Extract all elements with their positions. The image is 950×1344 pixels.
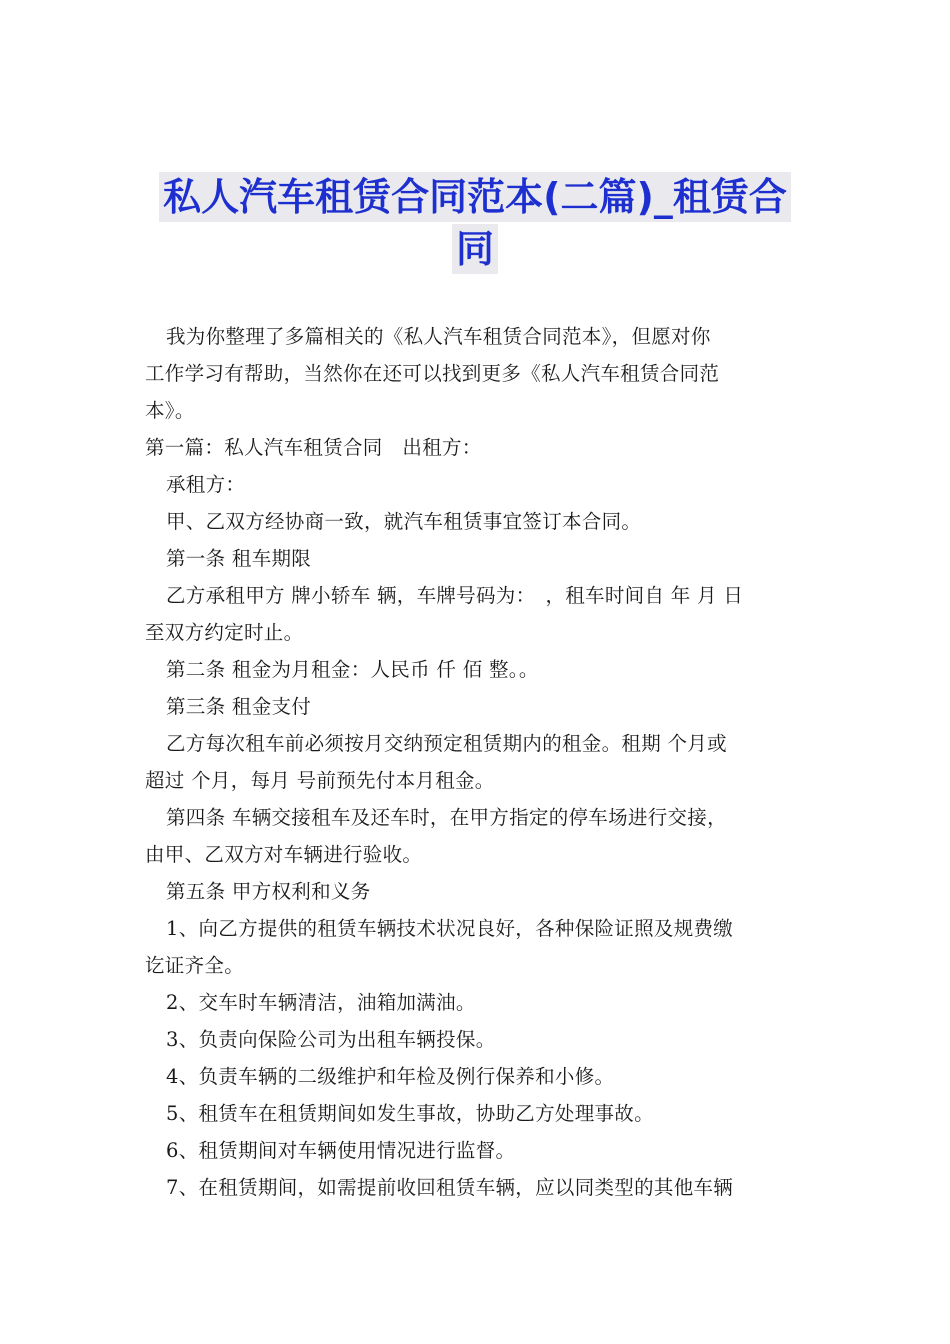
paragraph — [145, 688, 807, 725]
paragraph — [145, 577, 807, 651]
paragraph — [145, 1058, 807, 1095]
paragraph-line: 甲、乙双方经协商一致，就汽车租赁事宜签订本合同。 — [166, 510, 642, 533]
title-line-1: 私人汽车租赁合同范本(二篇)_租赁合 — [159, 172, 791, 222]
title-line-2: 同 — [452, 224, 498, 274]
paragraph — [145, 910, 807, 984]
paragraph — [145, 799, 807, 873]
paragraph-line: 1、向乙方提供的租赁车辆技术状况良好，各种保险证照及规费缴 — [166, 917, 734, 940]
paragraph — [145, 429, 807, 466]
paragraph — [145, 503, 807, 540]
paragraph — [145, 466, 807, 503]
paragraph — [145, 1169, 807, 1206]
paragraph-line: 超过 个月，每月 号前预先付本月租金。 — [145, 769, 495, 792]
paragraph — [145, 1095, 807, 1132]
paragraph-line: 6、租赁期间对车辆使用情况进行监督。 — [166, 1139, 516, 1162]
paragraph — [145, 318, 807, 429]
paragraph-line: 第四条 车辆交接租车及还车时，在甲方指定的停车场进行交接， — [166, 806, 727, 829]
paragraph-line: 第一条 租车期限 — [166, 547, 312, 570]
paragraph-line: 本》。 — [145, 399, 195, 422]
paragraph-line: 承租方： — [166, 473, 246, 496]
paragraph-line: 讫证齐全。 — [145, 954, 245, 977]
paragraph-line: 7、在租赁期间，如需提前收回租赁车辆，应以同类型的其他车辆 — [166, 1176, 734, 1199]
document-body — [145, 318, 807, 1206]
paragraph — [145, 1132, 807, 1169]
paragraph-line: 5、租赁车在租赁期间如发生事故，协助乙方处理事故。 — [166, 1102, 654, 1125]
paragraph-line: 3、负责向保险公司为出租车辆投保。 — [166, 1028, 496, 1051]
paragraph-line: 工作学习有帮助，当然你在还可以找到更多《私人汽车租赁合同范 — [145, 362, 720, 385]
paragraph-line: 第五条 甲方权利和义务 — [166, 880, 371, 903]
paragraph-line: 由甲、乙双方对车辆进行验收。 — [145, 843, 423, 866]
paragraph-line: 第一篇：私人汽车租赁合同 出租方： — [145, 436, 482, 459]
paragraph — [145, 540, 807, 577]
paragraph-line: 乙方承租甲方 牌小轿车 辆，车牌号码为： ，租车时间自 年 月 日 — [166, 584, 744, 607]
paragraph-line: 第二条 租金为月租金：人民币 仟 佰 整。。 — [166, 658, 539, 681]
paragraph-line: 4、负责车辆的二级维护和年检及例行保养和小修。 — [166, 1065, 615, 1088]
paragraph-line: 第三条 租金支付 — [166, 695, 312, 718]
paragraph-line: 我为你整理了多篇相关的《私人汽车租赁合同范本》，但愿对你 — [166, 325, 711, 348]
paragraph — [145, 873, 807, 910]
paragraph-line: 至双方约定时止。 — [145, 621, 304, 644]
paragraph-line: 乙方每次租车前必须按月交纳预定租赁期内的租金。租期 个月或 — [166, 732, 727, 755]
paragraph — [145, 651, 807, 688]
paragraph-line: 2、交车时车辆清洁，油箱加满油。 — [166, 991, 476, 1014]
paragraph — [145, 725, 807, 799]
document-title — [0, 172, 950, 276]
paragraph — [145, 984, 807, 1021]
paragraph — [145, 1021, 807, 1058]
